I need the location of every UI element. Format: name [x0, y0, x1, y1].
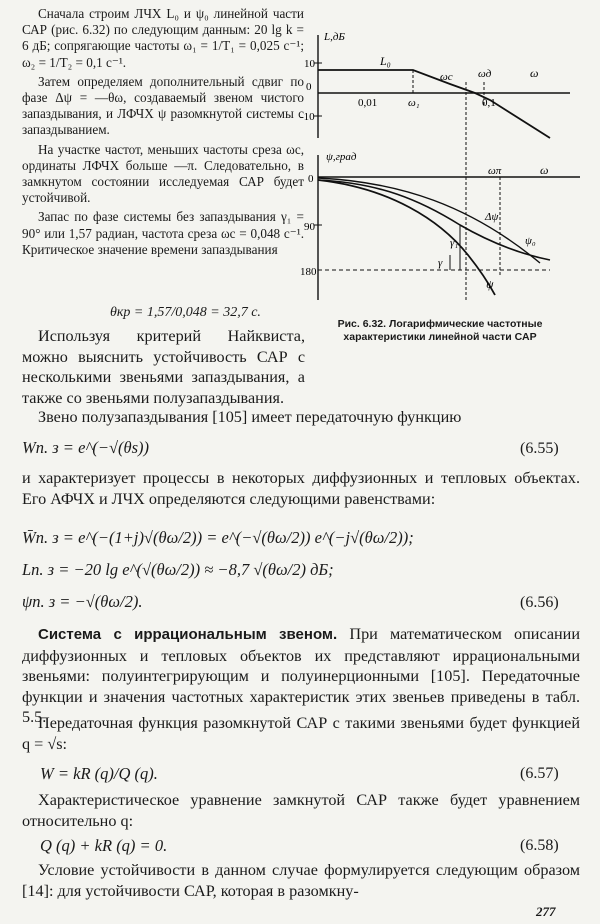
psi-label: ψ	[486, 277, 494, 291]
theta-kr-formula: θкр = 1,57/0,048 = 32,7 с.	[110, 305, 261, 320]
figure-6-32	[300, 20, 595, 320]
figure-caption: Рис. 6.32. Логарифмические частотные характеристики линейной части САР	[337, 318, 543, 343]
w1-label: ω₁	[408, 97, 420, 109]
top-ylabel: L,дБ	[324, 31, 345, 43]
paragraph: Передаточная функция разомкнутой САР с такими звеньями будет функцией q = √s:	[22, 714, 580, 753]
paragraph: Условие устойчивости в данном случае формулируется следующим образом [14]: для устойчивости САР, которая в разомкну-	[22, 861, 580, 900]
tick-label: 0	[308, 173, 314, 185]
equation-number: (6.57)	[520, 765, 559, 782]
tick-label: 10	[304, 58, 315, 70]
l0-curve	[318, 70, 550, 138]
tick-label: 90	[304, 221, 315, 233]
tick-label: -10	[300, 111, 315, 123]
section-heading: Система с иррациональным звеном.	[38, 626, 338, 643]
paragraph: Характеристическое уравнение замкнутой САР также будет уравнением относительно q:	[22, 791, 580, 830]
paragraph: Звено полузапаздывания [105] имеет передаточную функцию	[38, 408, 462, 426]
dpsi-label: Δψ	[485, 211, 499, 223]
equation-6-56b: Lп. з = −20 lg e^(√(θω/2)) ≈ −8,7 √(θω/2) дБ;	[22, 560, 334, 579]
bottom-ylabel: ψ,град	[326, 151, 357, 163]
page-number: 277	[536, 904, 556, 919]
paragraph-continuation	[22, 367, 580, 388]
tick-label: 180	[300, 266, 317, 278]
left-column	[22, 6, 304, 258]
g1-label: γ₁	[450, 237, 459, 249]
w-label: ω	[540, 163, 549, 177]
paragraph: Используя критерий Найквиста, можно выяснить устойчивость САР с несколькими звеньями запаздывания, а также со звеньями полузапаздывания.	[22, 327, 305, 407]
paragraph: Сначала строим ЛЧХ L₀ и ψ₀ линейной части САР (рис. 6.32) по следующим данным: 20 lg k = 6 дБ; сопрягающие частоты ω₁ = 1/T₁ = 0,025 с⁻¹; ω₂ = 1/T₂ = 0,1 с⁻¹.	[22, 6, 304, 70]
paragraph: На участке частот, меньших частоты среза ωc, ординаты ЛФЧХ больше —π. Следовательно, в замкнутом состоянии исследуемая САР будет устойчивой.	[22, 141, 304, 206]
paragraph: и характеризует процессы в некоторых диффузионных и тепловых объектах. Его АФЧХ и ЛЧХ определяются следующими равенствами:	[22, 469, 580, 508]
wpi-label: ωπ	[488, 165, 502, 177]
tick-label: 0,1	[482, 97, 496, 109]
section-paragraph: Система с иррациональным звеном. При математическом описании диффузионных и тепловых объектов их представляют иррациональными звеньями: полуинтегрирующим и полуинерционными [105]. Передаточные функции и значения частотных характеристик этих звеньев приведены в табл. 5.5.	[22, 625, 581, 727]
equation-6-57: W = kR (q)/Q (q).	[40, 764, 158, 783]
delta-psi-curve	[318, 178, 540, 263]
wa-label: ωд	[478, 68, 492, 80]
equation-number: (6.56)	[520, 594, 559, 611]
equation-number: (6.58)	[520, 837, 559, 854]
psi0-curve	[318, 180, 550, 260]
equation-number: (6.55)	[520, 440, 559, 457]
tick-label: 0,01	[358, 97, 378, 109]
psi0-label: ψ₀	[525, 235, 536, 247]
equation-6-58: Q (q) + kR (q) = 0.	[40, 836, 168, 855]
l0-label: L₀	[380, 54, 391, 68]
equation-6-56c: ψп. з = −√(θω/2).	[22, 592, 143, 611]
equation-6-56a: W̄п. з = e^(−(1+j)√(θω/2)) = e^(−√(θω/2)) e^(−j√(θω/2));	[22, 528, 414, 547]
paragraph: Затем определяем дополнительный сдвиг по фазе Δψ = —θω, создаваемый звеном чистого запаздывания, и ЛФЧХ ψ разомкнутой системы с запаздыванием.	[22, 73, 304, 138]
paragraph: Запас по фазе системы без запаздывания γ₁ = 90° или 1,57 радиан, частота среза ωc = 0,048 с⁻¹. Критическое значение времени запаздывания	[22, 209, 304, 257]
wc-label: ωc	[440, 71, 453, 83]
equation-6-55: Wп. з = e^(−√(θs))	[22, 438, 150, 457]
g-label: γ	[438, 257, 443, 269]
tick-label: 0	[306, 81, 312, 93]
w-label: ω	[530, 66, 539, 80]
